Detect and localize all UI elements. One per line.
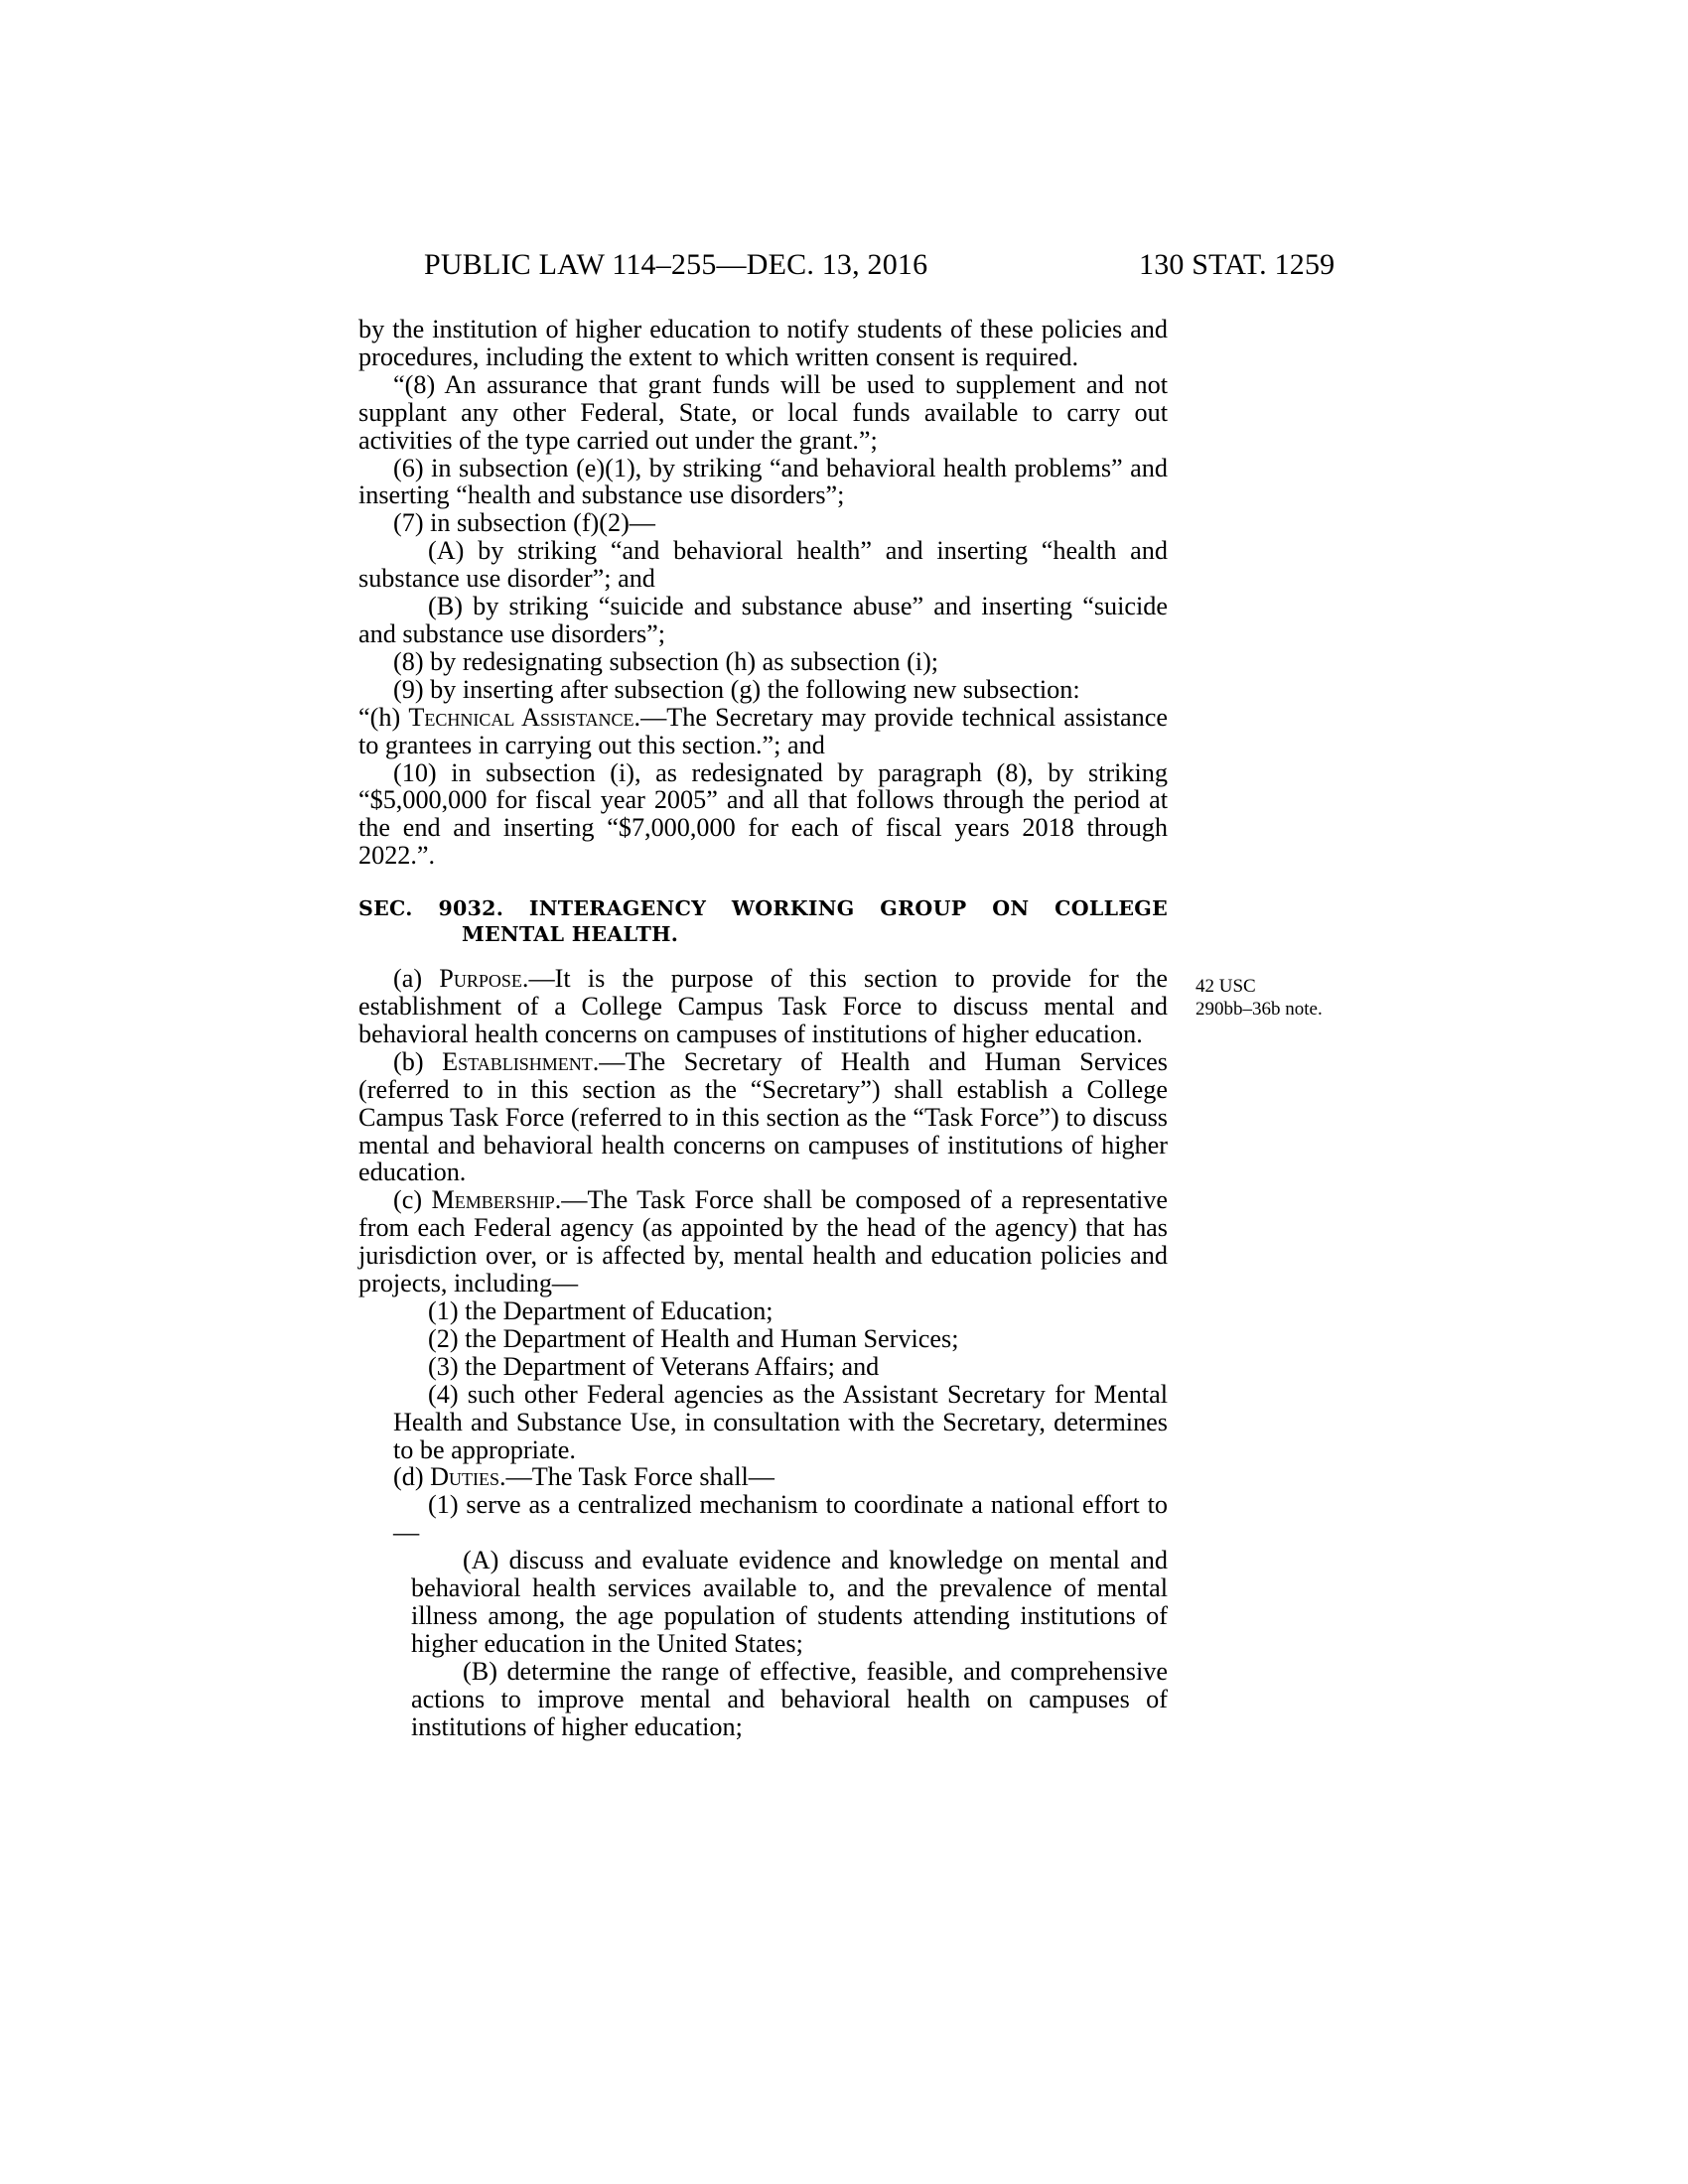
duties-subitem-a: (A) discuss and evaluate evidence and knowledge on mental and behavioral health services available to, and the prevalence of mental illness among, the age population of students attending institutions of higher education in the United States;: [411, 1546, 1168, 1658]
paragraph-continuation: by the institution of higher education to notify students of these policies and procedures, including the extent to which written consent is required.: [358, 315, 1168, 371]
duties-text: .—The Task Force shall—: [499, 1462, 774, 1492]
paragraph-item-10: (10) in subsection (i), as redesignated by paragraph (8), by striking “$5,000,000 for fiscal year 2005” and all that follows through the period at the end and inserting “$7,000,000 for each of fiscal years 2018 through 2022.”.: [358, 757, 1168, 871]
page-body: [358, 316, 1168, 1741]
paragraph-item-6: (6) in subsection (e)(1), by striking “and behavioral health problems” and inserting “health and substance use disorders”;: [358, 453, 1168, 510]
membership-lead: (c): [393, 1185, 432, 1215]
paragraph-item-7: (7) in subsection (f)(2)—: [393, 508, 655, 538]
paragraph-technical-assistance: [358, 704, 1168, 759]
establishment-text: .—The Secretary of Health and Human Services (referred to in this section as the “Secretary”) shall establish a College Campus Task Force (referred to in this section as the “Task Force”) to discuss mental and behavioral health concerns on campuses of institutions of higher education.: [358, 1046, 1168, 1187]
page-header: [0, 248, 1688, 288]
duties-heading: Duties: [430, 1462, 499, 1492]
technical-lead: “(h): [358, 702, 409, 732]
establishment-lead: (b): [393, 1046, 443, 1076]
sidenote-line-1: 42 USC: [1196, 976, 1256, 997]
technical-heading: Technical Assistance: [408, 702, 634, 732]
paragraph-item-9: (9) by inserting after subsection (g) the following new subsection:: [393, 674, 1080, 704]
sidenote-line-2: 290bb–36b note.: [1196, 999, 1323, 1020]
membership-item-1: (1) the Department of Education;: [428, 1297, 774, 1325]
duties-item-1: (1) serve as a centralized mechanism to coordinate a national effort to—: [393, 1490, 1168, 1548]
paragraph-duties: [358, 1463, 1168, 1491]
purpose-heading: Purpose: [439, 964, 522, 994]
paragraph-item-8: “(8) An assurance that grant funds will be used to supplement and not supplant any other Federal, State, or local funds available to carry out activities of the type carried out under the grant.”;: [358, 369, 1168, 455]
paragraph-membership: [358, 1186, 1168, 1297]
membership-heading: Membership: [431, 1185, 555, 1215]
duties-subitem-b: (B) determine the range of effective, feasible, and comprehensive actions to improve mental and behavioral health on campuses of institutions of higher education;: [411, 1656, 1168, 1741]
usc-sidenote: [1196, 975, 1394, 1021]
membership-item-4: (4) such other Federal agencies as the Assistant Secretary for Mental Health and Substance Use, in consultation with the Secretary, determines to be appropriate.: [393, 1379, 1168, 1464]
paragraph-item-8-redesignate: (8) by redesignating subsection (h) as subsection (i);: [393, 646, 939, 676]
duties-lead: (d): [393, 1462, 431, 1492]
paragraph-item-7a: (A) by striking “and behavioral health” and inserting “health and substance use disorder”; and: [358, 536, 1168, 594]
establishment-heading: Establishment: [442, 1046, 593, 1076]
membership-item-3: (3) the Department of Veterans Affairs; and: [428, 1351, 880, 1381]
purpose-text: .—It is the purpose of this section to provide for the establishment of a College Campus Task Force to discuss mental and behavioral health concerns on campuses of institutions of higher education.: [358, 964, 1168, 1048]
header-title: PUBLIC LAW 114–255—DEC. 13, 2016: [424, 248, 928, 281]
membership-item-2: (2) the Department of Health and Human Services;: [428, 1323, 959, 1353]
section-heading: SEC. 9032. INTERAGENCY WORKING GROUP ON COLLEGE MENTAL HEALTH.: [358, 896, 1168, 947]
header-stat-page: 130 STAT. 1259: [1139, 248, 1336, 281]
paragraph-establishment: [358, 1048, 1168, 1187]
membership-text: .—The Task Force shall be composed of a representative from each Federal agency (as appointed by the head of the agency) that has jurisdiction over, or is affected by, mental health and education policies and projects, including—: [358, 1185, 1168, 1298]
technical-text: .—The Secretary may provide technical assistance to grantees in carrying out this section.”; and: [358, 702, 1168, 759]
purpose-lead: (a): [393, 964, 440, 994]
paragraph-purpose: [358, 965, 1168, 1048]
paragraph-item-7b: (B) by striking “suicide and substance abuse” and inserting “suicide and substance use disorders”;: [358, 592, 1168, 648]
